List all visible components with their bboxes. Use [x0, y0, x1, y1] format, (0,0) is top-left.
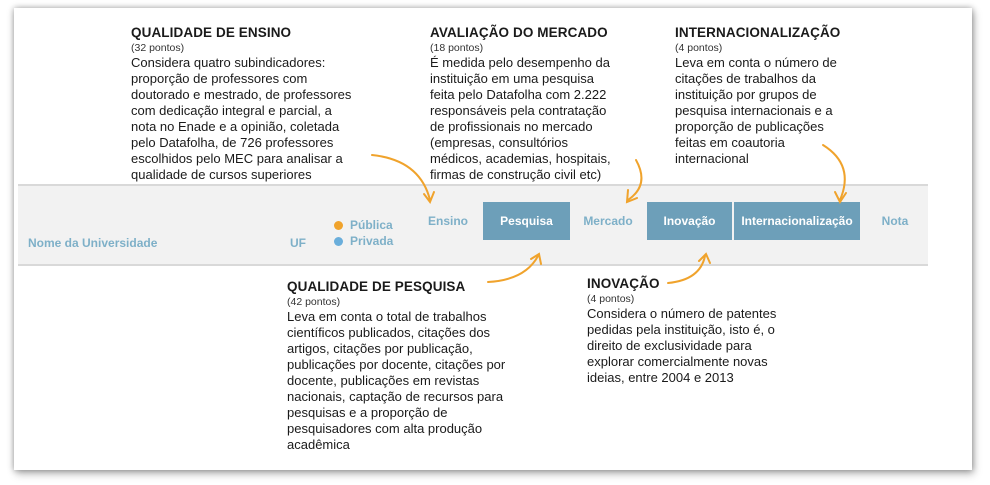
mercado-points: (18 pontos) — [430, 42, 484, 54]
pesquisa-description: Leva em conta o total de trabalhos científicos publicados, citações dos artigos, citações por publicação, publicações por docente, citações por docente, publicações em revistas nacionais, captação de recursos para pesquisas e a proporção de pesquisadores com alta produção acadêmica — [287, 309, 506, 452]
column-header-mercado[interactable]: Mercado — [583, 214, 633, 228]
column-header-inovacao[interactable]: Inovação — [647, 202, 732, 240]
pesquisa-title: QUALIDADE DE PESQUISA — [287, 279, 466, 294]
internacionalizacao-points: (4 pontos) — [675, 42, 723, 54]
arrow-mercado — [628, 160, 641, 200]
arrow-internacionalizacao — [823, 145, 845, 200]
inovacao-points: (4 pontos) — [587, 293, 635, 305]
legend-publica-label: Pública — [350, 218, 393, 232]
internacionalizacao-description: Leva em conta o número de citações de trabalhos da instituição por grupos de pesquisa internacionais e a proporção de publicações feitas em coautoria internacional — [675, 55, 837, 166]
arrow-pesquisa — [488, 256, 538, 282]
column-header-nota[interactable]: Nota — [881, 214, 909, 228]
inovacao-title: INOVAÇÃO — [587, 276, 660, 291]
column-header-ensino[interactable]: Ensino — [427, 214, 468, 228]
column-header-pesquisa[interactable]: Pesquisa — [483, 202, 570, 240]
legend-privada-label: Privada — [350, 234, 394, 248]
mercado-description: É medida pelo desempenho da instituição em uma pesquisa feita pelo Datafolha com 2.222 responsáveis pela contratação de profissionais no mercado (empresas, consultórios médicos, academias, hospitais, firmas de construção civil etc) — [430, 55, 611, 182]
internacionalizacao-title: INTERNACIONALIZAÇÃO — [675, 25, 841, 40]
ensino-points: (32 pontos) — [131, 42, 185, 54]
ensino-description: Considera quatro subindicadores: proporção de professores com doutorado e mestrado, de professores com dedicação integral e parcial, a nota no Enade e a opinião, coletada pelo Datafolha, de 726 professores escolhidos pelo MEC para analisar a qualidade de cursos superiores — [131, 55, 352, 182]
mercado-title: AVALIAÇÃO DO MERCADO — [430, 25, 608, 40]
pesquisa-points: (42 pontos) — [287, 296, 341, 308]
arrow-ensino — [372, 155, 430, 200]
col-nome-universidade: Nome da Universidade — [28, 236, 158, 250]
inovacao-description: Considera o número de patentes pedidas pela instituição, isto é, o direito de exclusividade para explorar comercialmente novas ideias, entre 2004 e 2013 — [587, 306, 777, 385]
col-uf: UF — [290, 236, 306, 250]
column-header-internacionalizacao[interactable]: Internacionalização — [734, 202, 860, 240]
ensino-title: QUALIDADE DE ENSINO — [131, 25, 292, 40]
